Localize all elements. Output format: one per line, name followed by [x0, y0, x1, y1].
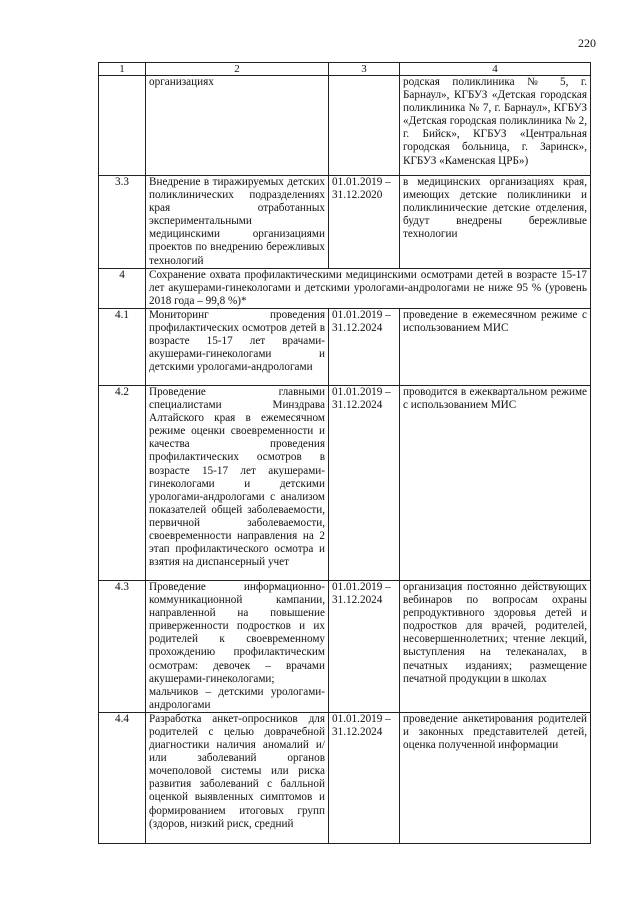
measure-description: Разработка анкет-опросников для родителей с целью доврачебной диагностики наличия аномалий и/или заболеваний органов мочеполовой системы или риска развития заболеваний с балльной оценкой выявленных симптомов и формированием итоговых групп (здоров, низкий риск, средний	[146, 712, 329, 843]
row-number: 4.4	[99, 712, 146, 843]
table-row	[99, 385, 591, 580]
expected-result: организация постоянно действующих вебинаров по вопросам охраны репродуктивного здоровья детей и подростков для врачей, родителей, несовершеннолетних; чтение лекций, выступления на телеканалах, в печатных изданиях; размещение печатной продукции в школах	[400, 580, 591, 712]
measure-description: организациях	[146, 76, 329, 176]
table-row	[99, 176, 591, 269]
dates-cell: 01.01.2019 – 31.12.2024	[329, 308, 400, 385]
table-row	[99, 580, 591, 712]
row-number: 4.2	[99, 385, 146, 580]
dates-cell: 01.01.2019 – 31.12.2024	[329, 712, 400, 843]
row-number: 4.1	[99, 308, 146, 385]
expected-result: проводится в ежеквартальном режиме с использованием МИС	[400, 385, 591, 580]
expected-result: родская поликлиника № 5, г. Барнаул», КГБУЗ «Детская городская поликлиника № 7, г. Барнаул», КГБУЗ «Детская городская поликлиника № 2, г. Бийск», КГБУЗ «Центральная городская больница, г. Заринск», КГБУЗ «Каменская ЦРБ»)	[400, 76, 591, 176]
header-cell-4: 4	[400, 63, 591, 76]
measure-description: Внедрение в тиражируемых детских поликлинических подразделениях края отработанных экспериментальными медицинскими организациями проектов по внедрению бережливых технологий	[146, 176, 329, 269]
row-number: 4.3	[99, 580, 146, 712]
expected-result: проведение в ежемесячном режиме с использованием МИС	[400, 308, 591, 385]
continuation-row	[99, 76, 591, 176]
table-row	[99, 712, 591, 843]
header-cell-2: 2	[146, 63, 329, 76]
measure-description: Проведение информационно-коммуникационной кампании, направленной на повышение приверженности подростков и их родителей к своевременному прохождению профилактическим осмотрам: девочек – врачами акушерами-гинекологами; мальчиков – детскими урологами-андрологами	[146, 580, 329, 712]
measure-description: Мониторинг проведения профилактических осмотров детей в возрасте 15-17 лет врачами-акушерами-гинекологами и детскими урологами-андрологами	[146, 308, 329, 385]
row-number: 3.3	[99, 176, 146, 269]
table-row	[99, 308, 591, 385]
dates-cell: 01.01.2019 – 31.12.2020	[329, 176, 400, 269]
dates-cell: 01.01.2019 – 31.12.2024	[329, 580, 400, 712]
header-cell-3: 3	[329, 63, 400, 76]
dates-cell: 01.01.2019 – 31.12.2024	[329, 385, 400, 580]
expected-result: проведение анкетирования родителей и законных представителей детей, оценка полученной информации	[400, 712, 591, 843]
dates-cell	[329, 76, 400, 176]
page-number: 220	[578, 36, 596, 50]
section-number: 4	[99, 268, 146, 308]
header-row	[99, 63, 591, 76]
header-cell-1: 1	[99, 63, 146, 76]
section-row	[99, 268, 591, 308]
row-number	[99, 76, 146, 176]
measure-description: Проведение главными специалистами Минздрава Алтайского края в ежемесячном режиме оценки своевременности и качества проведения профилактических осмотров в возрасте 15-17 лет акушерами-гинекологами и детскими урологами-андрологами с анализом показателей общей заболеваемости, первичной заболеваемости, своевременности направления на 2 этап профилактического осмотра и взятия на диспансерный учет	[146, 385, 329, 580]
plan-table	[98, 62, 591, 844]
expected-result: в медицинских организациях края, имеющих детские поликлиники и поликлинические детские отделения, будут внедрены бережливые технологии	[400, 176, 591, 269]
section-title: Сохранение охвата профилактическими медицинскими осмотрами детей в возрасте 15-17 лет акушерами-гинекологами и детскими урологами-андрологами не ниже 95 % (уровень 2018 года – 99,8 %)*	[146, 268, 591, 308]
